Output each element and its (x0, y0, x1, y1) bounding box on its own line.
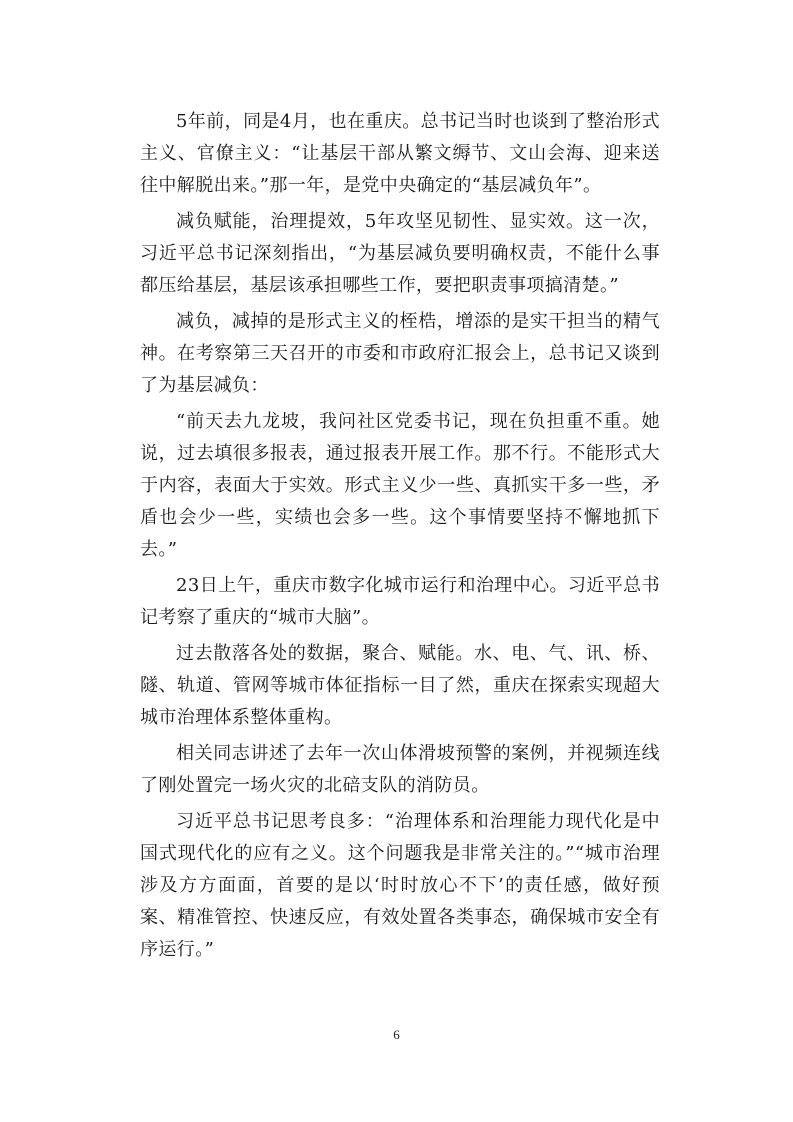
page-number: 6 (393, 1027, 400, 1042)
paragraph: 过去散落各处的数据，聚合、赋能。水、电、气、讯、桥、隧、轨道、管网等城市体征指标一目了然，重庆在探索实现超大城市治理体系整体重构。 (140, 643, 660, 728)
paragraph: 23日上午，重庆市数字化城市运行和治理中心。习近平总书记考察了重庆的“城市大脑”。 (140, 575, 660, 628)
paragraph: 相关同志讲述了去年一次山体滑坡预警的案例，并视频连线了刚处置完一场火灾的北碚支队的消防员。 (140, 743, 660, 796)
paragraph: 5年前，同是4月，也在重庆。总书记当时也谈到了整治形式主义、官僚主义：“让基层干部从繁文缛节、文山会海、迎来送往中解脱出来。”那一年，是党中央确定的“基层减负年”。 (140, 111, 660, 196)
paragraph: 减负赋能，治理提效，5年攻坚见韧性、显实效。这一次，习近平总书记深刻指出，“为基层减负要明确权责，不能什么事都压给基层，基层该承担哪些工作，要把职责事项搞清楚。” (140, 211, 660, 296)
paragraph: 习近平总书记思考良多：“治理体系和治理能力现代化是中国式现代化的应有之义。这个问题我是非常关注的。”“城市治理涉及方方面面，首要的是以‘时时放心不下’的责任感，做好预案、精准管控、快速反应，有效处置各类事态，确保城市安全有序运行。” (140, 811, 660, 960)
paragraph: 减负，减掉的是形式主义的桎梏，增添的是实干担当的精气神。在考察第三天召开的市委和市政府汇报会上，总书记又谈到了为基层减负： (140, 311, 660, 396)
quote-paragraph: “前天去九龙坡，我问社区党委书记，现在负担重不重。她说，过去填很多报表，通过报表开展工作。那不行。不能形式大于内容，表面大于实效。形式主义少一些、真抓实干多一些，矛盾也会少一些，实绩也会多一些。这个事情要坚持不懈地抓下去。” (140, 411, 660, 560)
body-text (140, 106, 660, 970)
